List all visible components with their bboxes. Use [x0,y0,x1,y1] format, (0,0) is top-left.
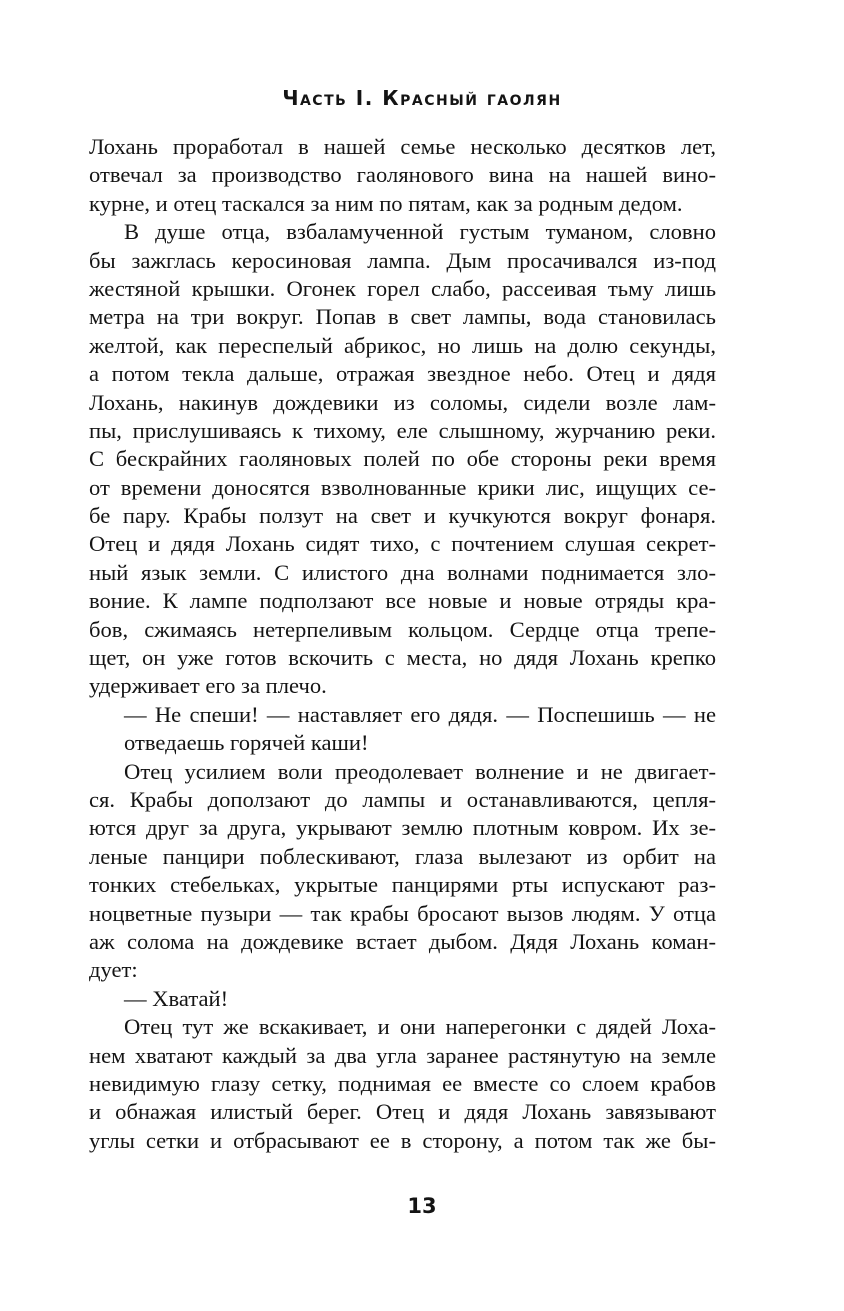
text-line: Отец усилием воли преодолевает волнение и не двигает- [124,758,716,784]
text-line: щет, он уже готов вскочить с места, но дядя Лохань крепко [89,645,716,671]
text-line: ноцветные пузыри — так крабы бросают вызов людям. У отца [89,900,716,926]
text-line: от времени доносятся взволнованные крики лис, ищущих се- [89,474,716,500]
text-line: бы зажглась керосиновая лампа. Дым просачивался из-под [89,247,716,273]
text-line: С бескрайних гаоляновых полей по обе стороны реки время [89,446,716,472]
text-line: воние. К лампе подползают все новые и новые отряды кра- [89,588,716,614]
text-line: а потом текла дальше, отражая звездное небо. Отец и дядя [89,361,716,387]
text-line: ся. Крабы доползают до лампы и останавливаются, цепля- [89,786,716,812]
text-line: нем хватают каждый за два угла заранее растянутую на земле [89,1042,716,1068]
text-line: Отец тут же вскакивает, и они наперегонки с дядей Лоха- [124,1014,716,1040]
text-line: пы, прислушиваясь к тихому, еле слышному, журчанию реки. [89,417,716,443]
text-line: жестяной крышки. Огонек горел слабо, рассеивая тьму лишь [89,275,716,301]
text-line: углы сетки и отбрасывают ее в сторону, а потом так же бы- [89,1127,716,1153]
page-number: 13 [407,1194,437,1218]
text-line: бе пару. Крабы ползут на свет и кучкуются вокруг фонаря. [89,503,716,529]
text-line: курне, и отец таскался за ним по пятам, как за родным дедом. [89,190,683,216]
text-line: В душе отца, взбаламученной густым туманом, словно [124,219,716,245]
text-line: Лохань проработал в нашей семье несколько десятков лет, [89,134,716,159]
text-line: ются друг за друга, укрывают землю плотным ковром. Их зе- [89,815,716,841]
text-line: аж солома на дождевике встает дыбом. Дядя Лохань коман- [89,928,716,954]
running-head: Часть I. Красный гаолян [282,86,562,110]
text-line: — Не спеши! — наставляет его дядя. — Поспешишь — не [124,701,716,727]
body-text [89,133,716,1155]
text-line: ный язык земли. С илистого дна волнами поднимается зло- [89,559,716,585]
text-line: метра на три вокруг. Попав в свет лампы, вода становилась [89,304,716,330]
text-line: — Хватай! [124,985,229,1011]
text-line: дует: [89,957,138,983]
text-line: желтой, как переспелый абрикос, но лишь на долю секунды, [89,332,716,358]
text-line: Отец и дядя Лохань сидят тихо, с почтением слушая секрет- [89,531,716,557]
text-line: Лохань, накинув дождевики из соломы, сидели возле лам- [89,389,716,415]
text-line: удерживает его за плечо. [89,673,327,699]
text-line: тонких стебельках, укрытые панцирями рты испускают раз- [89,872,716,898]
text-line: бов, сжимаясь нетерпеливым кольцом. Сердце отца трепе- [89,616,716,642]
text-line: отведаешь горячей каши! [124,730,369,756]
text-line: отвечал за производство гаолянового вина на нашей вино- [89,162,716,188]
text-line: леные панцири поблескивают, глаза вылезают из орбит на [89,843,716,869]
text-line: невидимую глазу сетку, поднимая ее вместе со слоем крабов [89,1070,716,1096]
text-line: и обнажая илистый берег. Отец и дядя Лохань завязывают [89,1099,716,1125]
